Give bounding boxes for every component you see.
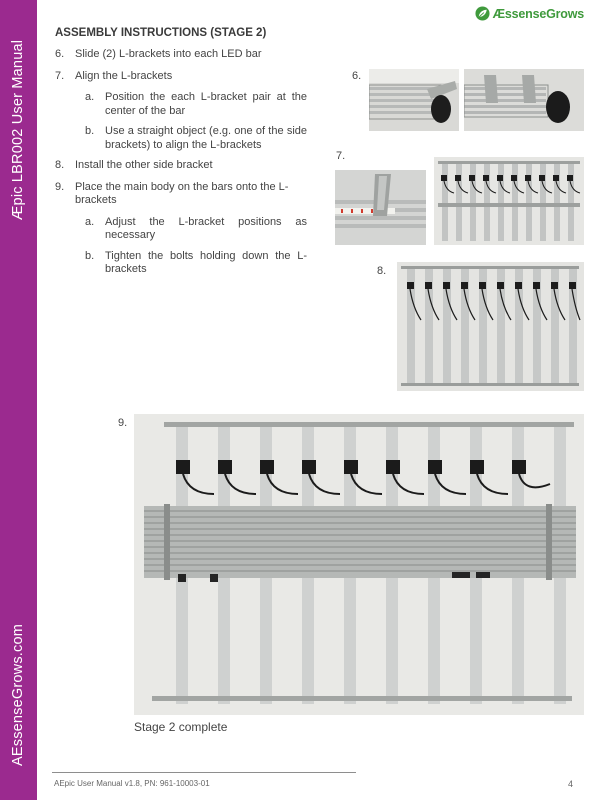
section-title: ASSEMBLY INSTRUCTIONS (STAGE 2)	[55, 27, 267, 39]
substep-text: Use a straight object (e.g. one of the side brackets) to align the L-brackets	[105, 125, 307, 151]
figure-8-photo	[397, 262, 584, 391]
substep-text: Position the each L-bracket pair at the center of the bar	[105, 91, 307, 117]
step-9	[55, 181, 307, 208]
brand-name: ÆssenseGrows	[492, 6, 584, 21]
substep-9b	[85, 250, 307, 277]
page-number: 4	[568, 779, 574, 789]
figure-8-label: 8.	[377, 265, 387, 277]
substep-text: Adjust the L-bracket positions as necessary	[105, 215, 307, 241]
sidebar	[0, 0, 37, 800]
footer-divider	[52, 772, 356, 773]
figure-6-label: 6.	[352, 70, 362, 82]
step-number: 8.	[55, 159, 65, 171]
instruction-list	[55, 48, 307, 284]
step-text: Install the other side bracket	[75, 159, 213, 171]
substep-9a	[85, 216, 307, 243]
substep-7b	[85, 125, 307, 152]
step-text: Slide (2) L-brackets into each LED bar	[75, 48, 262, 60]
figure-caption: Stage 2 complete	[134, 720, 228, 734]
step-text: Place the main body on the bars onto the L-brackets	[75, 180, 289, 206]
step-number: 7.	[55, 69, 65, 82]
step-text: Align the L-brackets	[75, 69, 173, 82]
manual-title: Æpic LBR002 User Manual	[10, 39, 26, 221]
figure-7b-photo	[434, 157, 584, 245]
substep-7a	[85, 91, 307, 118]
step-6	[55, 48, 307, 62]
figure-9-label: 9.	[118, 417, 128, 429]
substep-letter: b.	[85, 125, 95, 137]
substep-text: Tighten the bolts holding down the L-brackets	[105, 249, 307, 275]
step-number: 6.	[55, 48, 65, 60]
step-7	[55, 70, 307, 84]
figure-7a-photo	[335, 170, 426, 245]
leaf-logo-icon	[475, 6, 490, 21]
website-link[interactable]: AEssenseGrows.com	[10, 624, 26, 766]
figure-6a-photo	[369, 69, 459, 131]
figure-9-photo	[134, 414, 584, 715]
step-number: 9.	[55, 180, 65, 193]
step-8	[55, 159, 307, 173]
brand-logo	[475, 6, 584, 21]
figure-6b-photo	[464, 69, 584, 131]
substep-letter: a.	[85, 215, 95, 228]
substep-letter: b.	[85, 249, 95, 262]
footer-text: AEpic User Manual v1.8, PN: 961-10003-01	[54, 779, 210, 788]
substep-letter: a.	[85, 91, 95, 103]
figure-7-label: 7.	[336, 150, 346, 162]
